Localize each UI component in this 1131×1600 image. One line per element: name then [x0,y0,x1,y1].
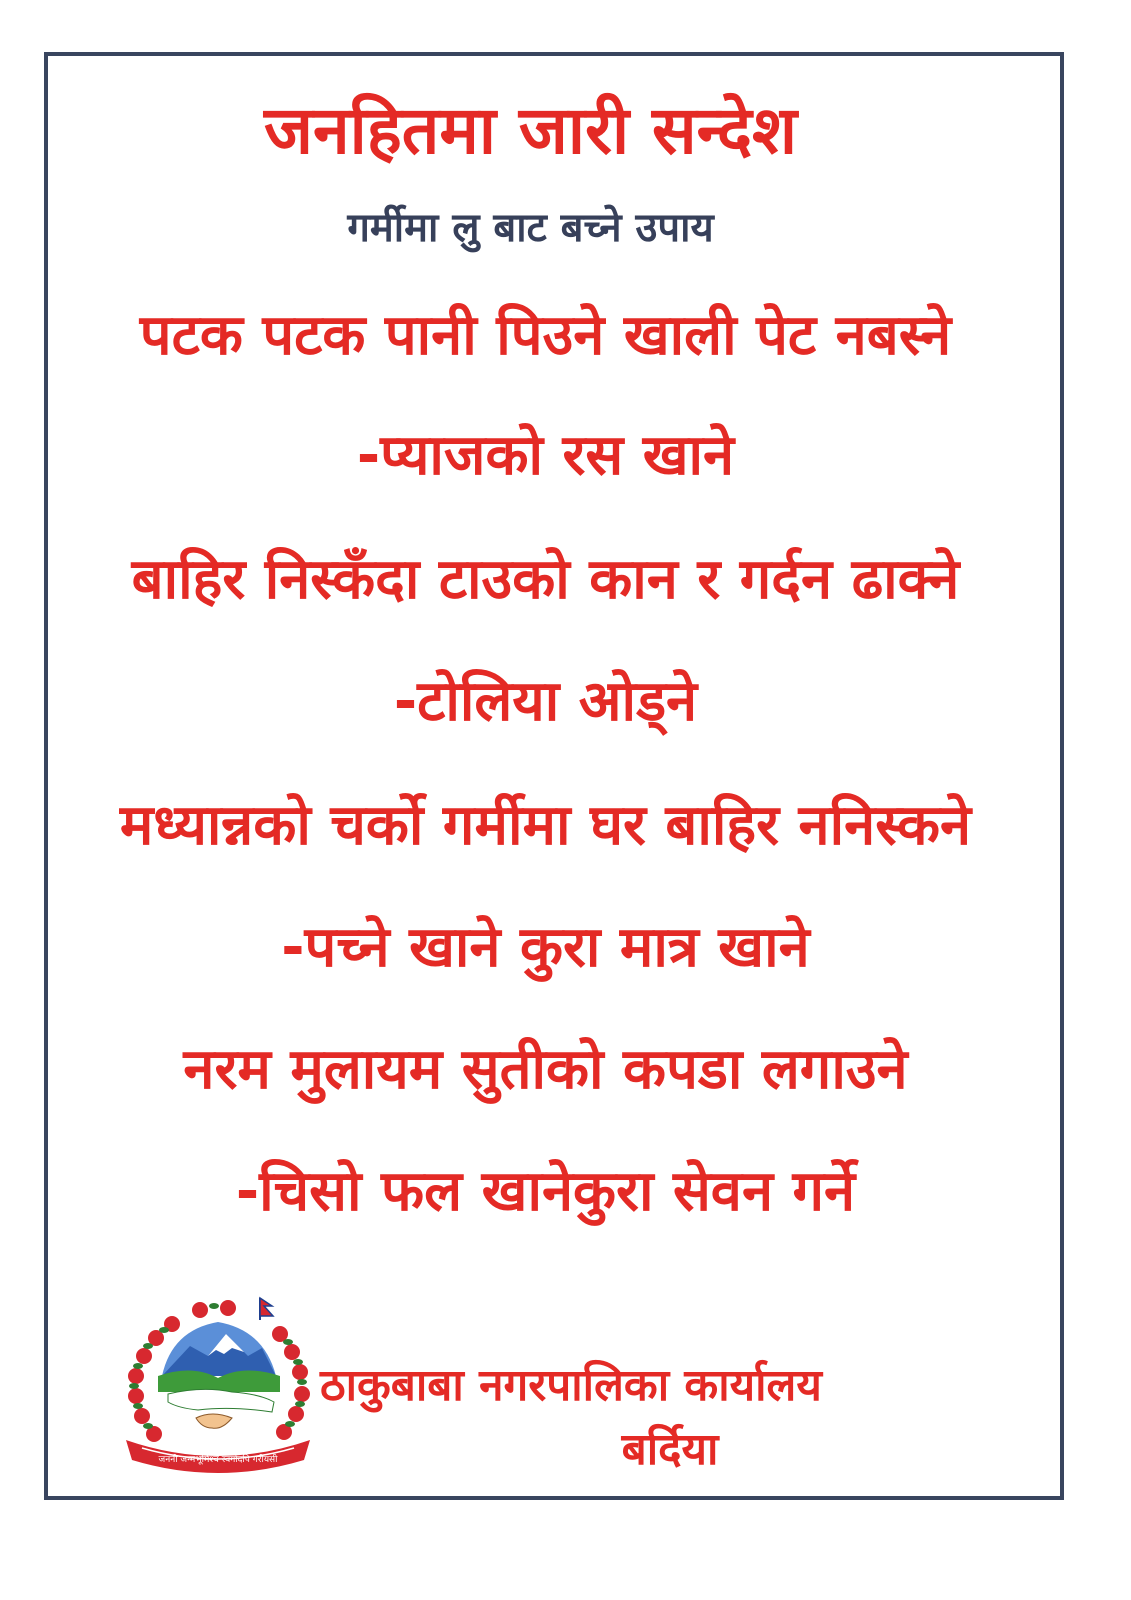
advice-line-7: नरम मुलायम सुतीको कपडा लगाउने [183,1037,908,1102]
nepal-government-emblem-icon [112,1290,324,1476]
advice-line-8: -चिसो फल खानेकुरा सेवन गर्ने [235,1159,856,1224]
advice-line-2: -प्याजको रस खाने [356,423,735,488]
page-frame [44,52,1064,1500]
office-name: ठाकुबाबा नगरपालिका कार्यालय [320,1360,822,1411]
advice-line-6: -पच्ने खाने कुरा मात्र खाने [281,915,810,980]
district-name: बर्दिया [621,1424,719,1475]
advice-line-3: बाहिर निस्कँदा टाउको कान र गर्दन ढाक्ने [131,547,960,612]
notice-title: जनहितमा जारी सन्देश [264,92,797,169]
notice-subtitle: गर्मीमा लु बाट बच्ने उपाय [347,205,714,251]
advice-line-4: -टोलिया ओड्ने [393,669,698,734]
emblem-motto: जननी जन्मभूमिश्च स्वर्गादपि गरीयसी [158,1455,278,1465]
advice-line-1: पटक पटक पानी पिउने खाली पेट नबस्ने [139,303,952,368]
advice-line-5: मध्यान्नको चर्को गर्मीमा घर बाहिर ननिस्कने [119,793,972,858]
